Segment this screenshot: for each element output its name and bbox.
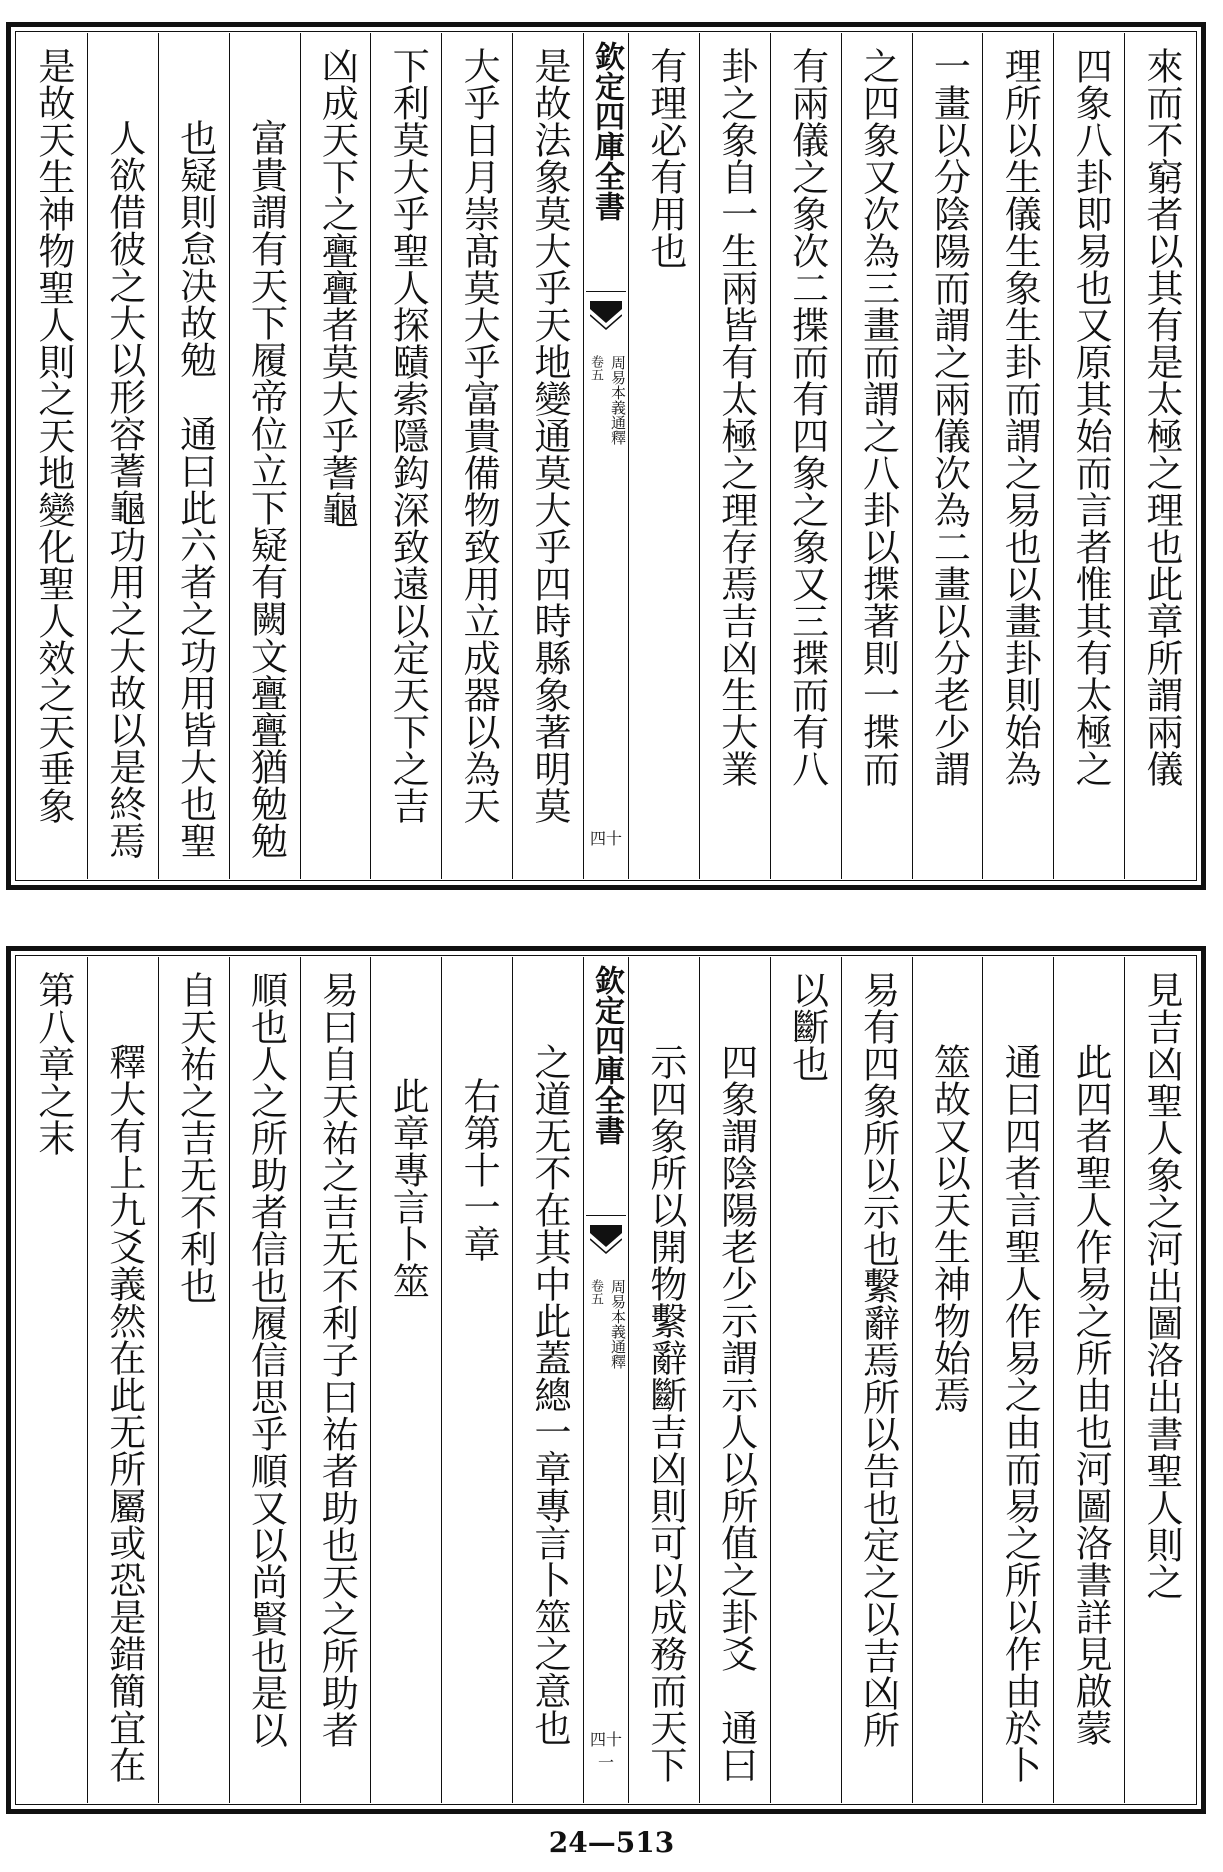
text-column bbox=[17, 957, 87, 1803]
text-column bbox=[1053, 33, 1124, 879]
text-column bbox=[87, 33, 158, 879]
column-text: 有理必有用也 bbox=[643, 47, 687, 269]
column-text: 自天祐之吉无不利也 bbox=[173, 971, 217, 1304]
text-column bbox=[841, 33, 912, 879]
column-text: 有兩儀之象次二揲而有四象之象又三揲而有八 bbox=[785, 47, 829, 787]
column-text: 下利莫大乎聖人探賾索隱鈎深致遠以定天下之吉 bbox=[386, 47, 430, 824]
page-bottom bbox=[6, 946, 1206, 1814]
center-fold bbox=[583, 33, 628, 879]
text-column bbox=[982, 33, 1053, 879]
text-column bbox=[441, 957, 512, 1803]
column-text: 易有四象所以示也繫辭焉所以告也定之以吉凶所 bbox=[856, 971, 900, 1748]
column-text: 通曰四者言聖人作易之由而易之所以作由於卜 bbox=[998, 1043, 1042, 1783]
text-column bbox=[158, 957, 229, 1803]
column-text: 以斷也 bbox=[785, 971, 829, 1082]
column-text: 此四者聖人作易之所由也河圖洛書詳見啟蒙 bbox=[1069, 1043, 1113, 1746]
leaf-number: 四十一 bbox=[589, 1730, 622, 1772]
column-grid-top bbox=[17, 33, 1195, 879]
text-column bbox=[370, 33, 441, 879]
volume-title: 周易本義通釋 bbox=[609, 355, 627, 445]
text-column bbox=[370, 957, 441, 1803]
chapter-label: 卷五 bbox=[588, 355, 603, 381]
column-text: 第八章之末 bbox=[31, 971, 75, 1156]
column-text: 釋大有上九爻義然在此无所屬或恐是錯簡宜在 bbox=[102, 1043, 146, 1783]
column-text: 大乎日月崇髙莫大乎富貴備物致用立成器以為天 bbox=[457, 47, 501, 824]
column-text: 也疑則怠决故勉 通曰此六者之功用皆大也聖 bbox=[173, 119, 217, 859]
column-text: 凶成天下之亹亹者莫大乎蓍龜 bbox=[315, 47, 359, 528]
text-column bbox=[512, 957, 583, 1803]
column-text: 易曰自天祐之吉无不利子曰祐者助也天之所助者 bbox=[315, 971, 359, 1748]
text-column bbox=[158, 33, 229, 879]
text-column bbox=[512, 33, 583, 879]
text-column bbox=[699, 957, 770, 1803]
page-top bbox=[6, 22, 1206, 890]
column-text: 四象謂陰陽老少示謂示人以所值之卦爻 通曰 bbox=[714, 1043, 758, 1783]
column-text: 筮故又以天生神物始焉 bbox=[927, 1043, 971, 1413]
text-column bbox=[982, 957, 1053, 1803]
fish-tail-mark-icon bbox=[590, 301, 622, 341]
text-column bbox=[912, 957, 983, 1803]
text-column bbox=[300, 957, 371, 1803]
column-text: 示四象所以開物繫辭斷吉凶則可以成務而天下 bbox=[643, 1043, 687, 1783]
column-text: 是故法象莫大乎天地變通莫大乎四時縣象著明莫 bbox=[528, 47, 571, 824]
text-column bbox=[229, 957, 300, 1803]
text-column bbox=[841, 957, 912, 1803]
chapter-label: 卷五 bbox=[588, 1279, 603, 1305]
column-text: 之四象又次為三畫而謂之八卦以揲著則一揲而 bbox=[856, 47, 900, 787]
center-fold bbox=[583, 957, 628, 1803]
leaf-number: 四十 bbox=[589, 829, 622, 848]
column-text: 此章專言卜筮 bbox=[386, 1077, 430, 1299]
column-text: 見吉凶聖人象之河出圖洛出書聖人則之 bbox=[1140, 971, 1183, 1600]
column-text: 之道无不在其中此蓋總一章專言卜筮之意也 bbox=[528, 1043, 571, 1746]
text-column bbox=[17, 33, 87, 879]
book-title: 欽定四庫全書 bbox=[586, 41, 626, 292]
column-text: 一畫以分陰陽而謂之兩儀次為二畫以分老少謂 bbox=[927, 47, 971, 787]
scan-page-number: 24—513 bbox=[548, 1826, 675, 1859]
column-text: 人欲借彼之大以形容蓍龜功用之大故以是終焉 bbox=[102, 119, 146, 859]
text-column bbox=[1053, 957, 1124, 1803]
text-column bbox=[628, 957, 699, 1803]
text-column bbox=[229, 33, 300, 879]
column-text: 來而不窮者以其有是太極之理也此章所謂兩儀 bbox=[1140, 47, 1183, 787]
text-column bbox=[770, 33, 841, 879]
text-column bbox=[628, 33, 699, 879]
column-text: 理所以生儀生象生卦而謂之易也以畫卦則始為 bbox=[998, 47, 1042, 787]
text-column bbox=[699, 33, 770, 879]
column-text: 是故天生神物聖人則之天地變化聖人效之天垂象 bbox=[31, 47, 75, 824]
column-text: 四象八卦即易也又原其始而言者惟其有太極之 bbox=[1069, 47, 1113, 787]
text-column bbox=[1124, 957, 1195, 1803]
text-column bbox=[441, 33, 512, 879]
column-text: 順也人之所助者信也履信思乎順又以尚賢也是以 bbox=[244, 971, 288, 1748]
text-column bbox=[1124, 33, 1195, 879]
text-column bbox=[300, 33, 371, 879]
column-grid-bottom bbox=[17, 957, 1195, 1803]
column-text: 卦之象自一生兩皆有太極之理存焉吉凶生大業 bbox=[714, 47, 758, 787]
text-column bbox=[770, 957, 841, 1803]
fish-tail-mark-icon bbox=[590, 1225, 622, 1265]
column-text: 富貴謂有天下履帝位立下疑有闕文亹亹猶勉勉 bbox=[244, 119, 288, 859]
text-column bbox=[912, 33, 983, 879]
column-text: 右第十一章 bbox=[457, 1077, 501, 1262]
volume-title: 周易本義通釋 bbox=[609, 1279, 627, 1369]
book-title: 欽定四庫全書 bbox=[586, 965, 626, 1216]
text-column bbox=[87, 957, 158, 1803]
